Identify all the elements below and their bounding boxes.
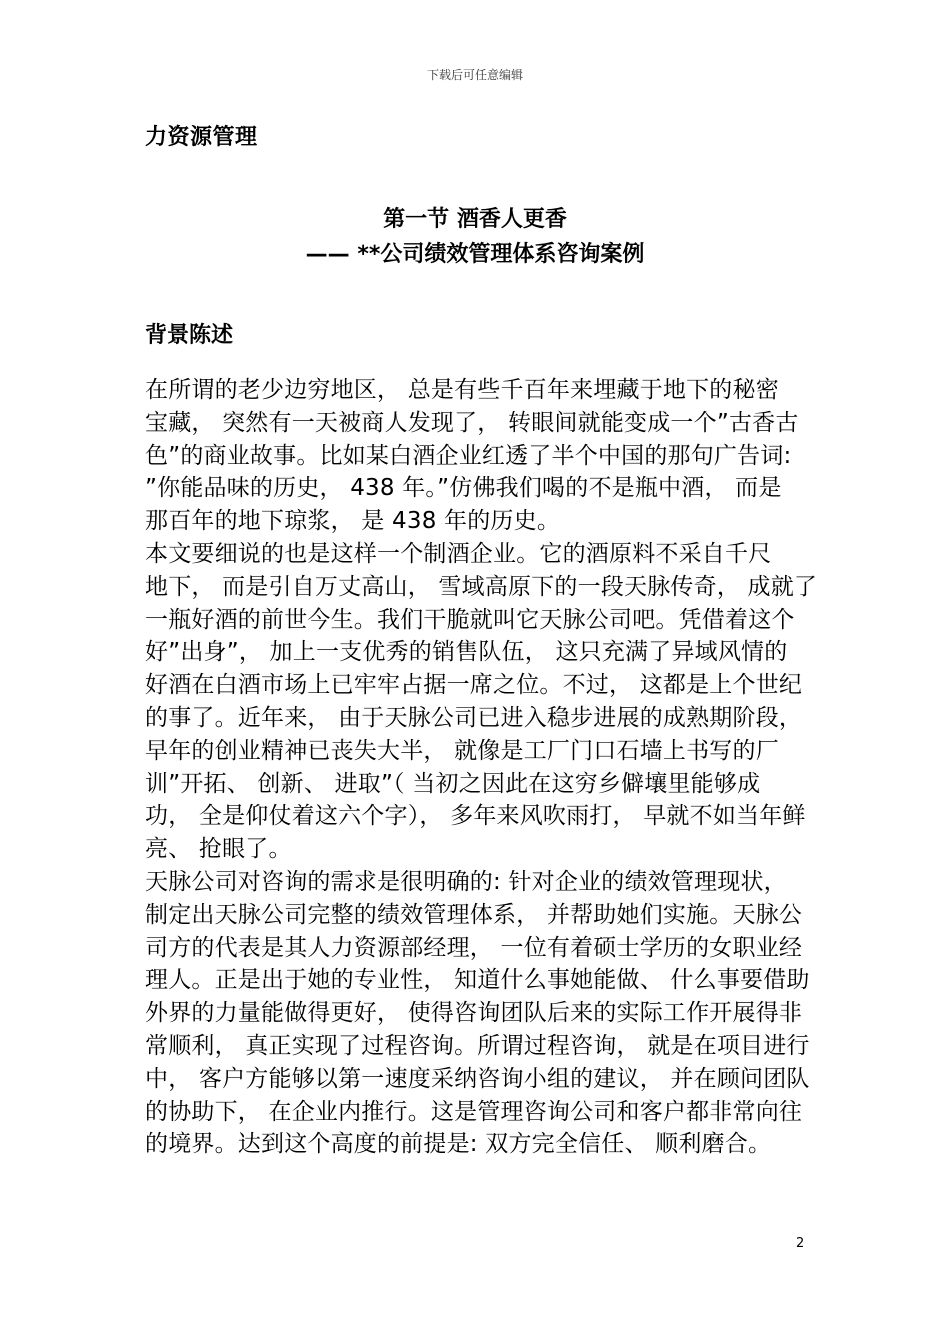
page-number: 2 [796,1236,805,1251]
body-line: 训”开拓、 创新、 进取”（ 当初之因此在这穷乡僻壤里能够成 [145,770,761,797]
body-line: 功， 全是仰仗着这六个字）， 多年来风吹雨打， 早就不如当年鲜 [145,803,806,830]
body-line: 在所谓的老少边穷地区， 总是有些千百年来埋藏于地下的秘密 [145,377,779,403]
section-subtitle: —— **公司绩效管理体系咨询案例 [305,242,645,267]
body-line: 本文要细说的也是这样一个制酒企业。它的酒原料不采自千尺 [145,540,772,567]
body-line: 的事了。近年来， 由于天脉公司已进入稳步进展的成熟期阶段， [145,704,803,731]
body-line: 外界的力量能做得更好， 使得咨询团队后来的实际工作开展得非 [145,1000,803,1027]
body-line: 好”出身”， 加上一支优秀的销售队伍， 这只充满了异域风情的 [145,639,788,666]
body-line: 那百年的地下琼浆， 是 438 年的历史。 [145,508,561,535]
body-line: 常顺利， 真正实现了过程咨询。所谓过程咨询， 就是在项目进行 [145,1032,810,1059]
body-line: 早年的创业精神已丧失大半， 就像是工厂门口石墙上书写的厂 [145,737,779,764]
body-line: 宝藏， 突然有一天被商人发现了， 转眼间就能变成一个”古香古 [145,409,799,436]
body-line: 理人。正是出于她的专业性， 知道什么事她能做、 什么事要借助 [145,967,810,994]
body-line: 地下， 而是引自万丈高山， 雪域高原下的一段天脉传奇， 成就了 [145,573,818,600]
body-line: 司方的代表是其人力资源部经理， 一位有着硕士学历的女职业经 [145,934,803,961]
body-line: 好酒在白酒市场上已牢牢占据一席之位。不过， 这都是上个世纪 [145,672,803,699]
body-line: 亮、 抢眼了。 [145,836,292,863]
chapter-title: 力资源管理 [145,125,258,150]
body-line: 色”的商业故事。比如某白酒企业红透了半个中国的那句广告词: [145,442,792,469]
body-text [145,374,818,1161]
sub-heading: 背景陈述 [145,323,234,348]
body-line: 的协助下， 在企业内推行。这是管理咨询公司和客户都非常向往 [145,1098,803,1125]
page-header-note: 下载后可任意编辑 [426,68,523,82]
body-line: 一瓶好酒的前世今生。我们干脆就叫它天脉公司吧。凭借着这个 [145,606,795,633]
body-line: 中， 客户方能够以第一速度采纳咨询小组的建议， 并在顾问团队 [145,1065,810,1092]
section-title: 第一节 酒香人更香 [383,207,567,232]
body-line: 制定出天脉公司完整的绩效管理体系， 并帮助她们实施。天脉公 [145,901,803,928]
body-line: 的境界。达到这个高度的前提是: 双方完全信任、 顺利磨合。 [145,1131,772,1158]
body-line: 天脉公司对咨询的需求是很明确的: 针对企业的绩效管理现状， [145,868,787,895]
body-line: ”你能品味的历史， 438 年。”仿佛我们喝的不是瓶中酒， 而是 [145,475,782,502]
